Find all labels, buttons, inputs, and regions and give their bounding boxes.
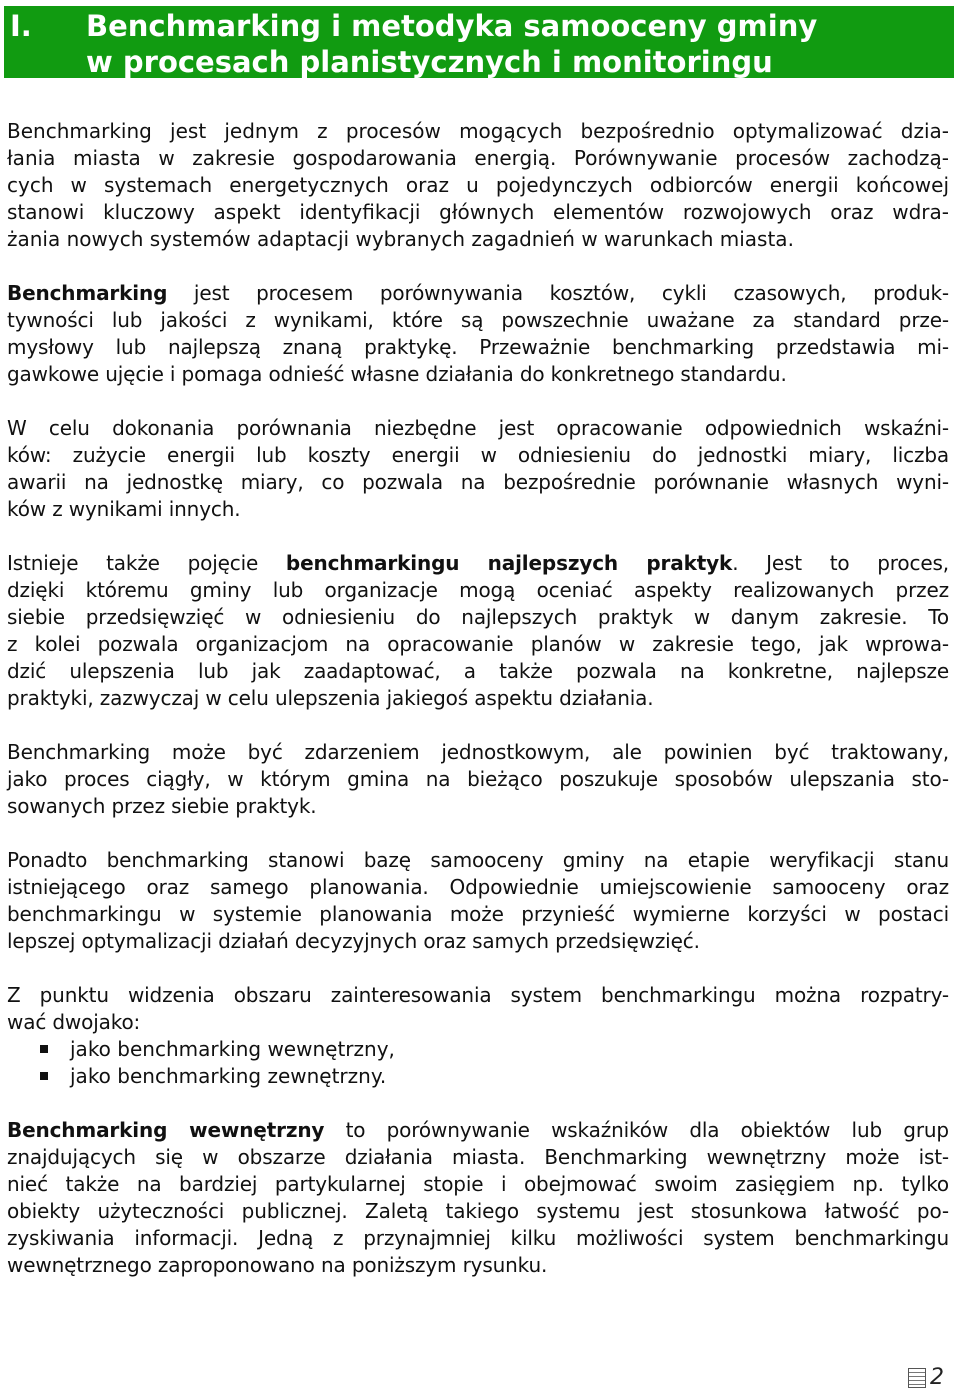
text-line: Z punktu widzenia obszaru zainteresowania system benchmarkingu można rozpatry- xyxy=(7,983,949,1007)
bold-term: Benchmarking xyxy=(7,281,168,305)
text-line: łania miasta w zakresie gospodarowania energią. Porównywanie procesów zachodzą- xyxy=(7,146,949,170)
section-number: I. xyxy=(10,9,32,43)
text-segment: to porównywanie wskaźników dla obiektów lub grup xyxy=(324,1118,949,1142)
text-line: stanowi kluczowy aspekt identyfikacji głównych elementów rozwojowych oraz wdra- xyxy=(7,200,949,224)
paragraph-6 xyxy=(7,847,949,955)
text-line: ków: zużycie energii lub koszty energii w odniesieniu do jednostki miary, liczba xyxy=(7,443,949,467)
paragraph-5 xyxy=(7,739,949,820)
text-line: awarii na jednostkę miary, co pozwala na bezpośrednie porównanie własnych wyni- xyxy=(7,470,949,494)
text-line: sowanych przez siebie praktyk. xyxy=(7,794,317,818)
text-segment: . Jest to proces, xyxy=(732,551,949,575)
paragraph-7 xyxy=(7,982,949,1036)
list-item-text: jako benchmarking wewnętrzny, xyxy=(70,1037,395,1061)
document-body xyxy=(7,118,949,1306)
text-line: ków z wynikami innych. xyxy=(7,497,241,521)
text-line: obiekty użyteczności publicznej. Zaletą takiego systemu jest stosunkowa łatwość po- xyxy=(7,1199,949,1223)
text-line: W celu dokonania porównania niezbędne jest opracowanie odpowiednich wskaźni- xyxy=(7,416,949,440)
square-bullet-icon xyxy=(40,1072,48,1080)
text-line xyxy=(7,1117,949,1144)
bullet-list xyxy=(7,1036,949,1090)
text-line: Benchmarking jest jednym z procesów mogących bezpośrednio optymalizować dzia- xyxy=(7,119,949,143)
text-line: dzięki któremu gminy lub organizacje mogą oceniać aspekty realizowanych przez xyxy=(7,578,949,602)
text-line: Benchmarking może być zdarzeniem jednostkowym, ale powinien być traktowany, xyxy=(7,740,949,764)
document-icon xyxy=(908,1368,926,1388)
list-item xyxy=(7,1063,949,1090)
text-line: jako proces ciągły, w którym gmina na bieżąco poszukuje sposobów ulepszania sto- xyxy=(7,767,949,791)
text-line: benchmarkingu w systemie planowania może przynieść wymierne korzyści w postaci xyxy=(7,902,949,926)
section-title-line2: w procesach planistycznych i monitoringu xyxy=(86,45,773,79)
text-line: żania nowych systemów adaptacji wybranych zagadnień w warunkach miasta. xyxy=(7,227,794,251)
bold-term: Benchmarking wewnętrzny xyxy=(7,1118,325,1142)
paragraph-2 xyxy=(7,280,949,388)
text-segment: jest procesem porównywania kosztów, cykli czasowych, produk- xyxy=(167,281,949,305)
text-line: znajdujących się w obszarze działania miasta. Benchmarking wewnętrzny może ist- xyxy=(7,1145,949,1169)
text-line: nieć także na bardziej partykularnej stopie i obejmować swoim zasięgiem np. tylko xyxy=(7,1172,949,1196)
text-line xyxy=(7,550,949,577)
text-line: tywności lub jakości z wynikami, które są powszechnie uważane za standard prze- xyxy=(7,308,949,332)
paragraph-3 xyxy=(7,415,949,523)
list-item xyxy=(7,1036,949,1063)
text-line xyxy=(7,280,949,307)
text-line: dzić ulepszenia lub jak zaadaptować, a także pozwala na konkretne, najlepsze xyxy=(7,659,949,683)
text-line: wewnętrznego zaproponowano na poniższym rysunku. xyxy=(7,1253,548,1277)
text-line: Ponadto benchmarking stanowi bazę samooceny gminy na etapie weryfikacji stanu xyxy=(7,848,949,872)
text-line: siebie przedsięwzięć w odniesieniu do najlepszych praktyk w danym zakresie. To xyxy=(7,605,949,629)
page-number: 2 xyxy=(930,1365,944,1390)
paragraph-1 xyxy=(7,118,949,253)
text-line: praktyki, zazwyczaj w celu ulepszenia jakiegoś aspektu działania. xyxy=(7,686,654,710)
text-line: mysłowy lub najlepszą znaną praktykę. Przeważnie benchmarking przedstawia mi- xyxy=(7,335,949,359)
paragraph-8 xyxy=(7,1117,949,1279)
paragraph-4 xyxy=(7,550,949,712)
text-line: gawkowe ujęcie i pomaga odnieść własne działania do konkretnego standardu. xyxy=(7,362,787,386)
text-line: cych w systemach energetycznych oraz u pojedynczych odbiorców energii końcowej xyxy=(7,173,949,197)
text-line: istniejącego oraz samego planowania. Odpowiednie umiejscowienie samooceny oraz xyxy=(7,875,949,899)
section-header xyxy=(4,6,954,78)
bold-term: benchmarkingu najlepszych praktyk xyxy=(285,551,733,575)
text-line: lepszej optymalizacji działań decyzyjnych oraz samych przedsięwzięć. xyxy=(7,929,700,953)
page-footer xyxy=(908,1365,944,1390)
text-line: z kolei pozwala organizacjom na opracowanie planów w zakresie tego, jak wprowa- xyxy=(7,632,949,656)
section-title-line1: Benchmarking i metodyka samooceny gminy xyxy=(86,9,818,43)
text-line: wać dwojako: xyxy=(7,1010,141,1034)
text-segment: Istnieje także pojęcie xyxy=(7,551,286,575)
list-item-text: jako benchmarking zewnętrzny. xyxy=(70,1064,387,1088)
text-line: zyskiwania informacji. Jedną z przynajmniej kilku możliwości system benchmarkingu xyxy=(7,1226,949,1250)
square-bullet-icon xyxy=(40,1045,48,1053)
